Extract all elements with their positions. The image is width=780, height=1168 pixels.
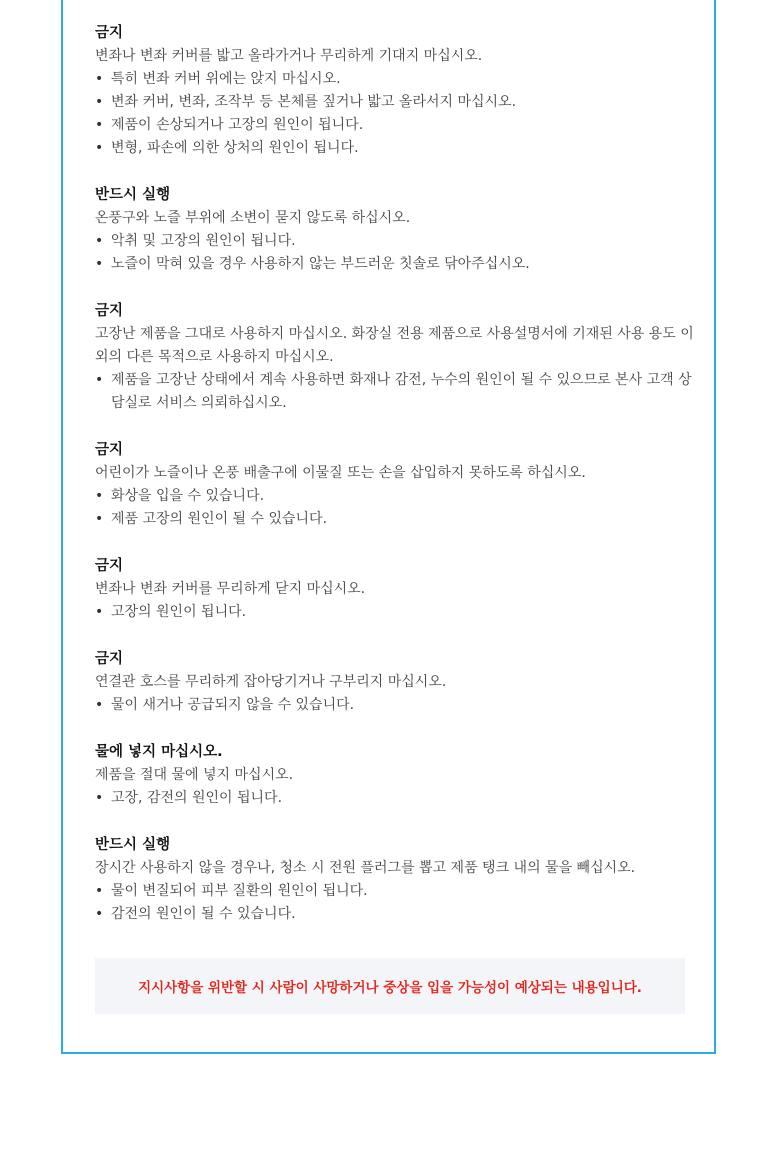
bullet-list xyxy=(95,485,695,531)
section-heading: 금지 xyxy=(95,303,124,319)
list-item: • 물이 새거나 공급되지 않을 수 있습니다. xyxy=(95,694,695,717)
section-description: 고장난 제품을 그대로 사용하지 마십시오. 화장실 전용 제품으로 사용설명서에 기재된 사용 용도 이외의 다른 목적으로 사용하지 마십시오. xyxy=(95,326,694,365)
warning-notice-box xyxy=(95,958,685,1014)
section-heading: 물에 넣지 마십시오. xyxy=(95,744,223,760)
section-heading: 금지 xyxy=(95,442,124,458)
section-heading: 반드시 실행 xyxy=(95,187,171,203)
section-prohibit-hose-pulling xyxy=(95,648,695,717)
list-item: • 화상을 입을 수 있습니다. xyxy=(95,485,695,508)
list-item: • 제품 고장의 원인이 될 수 있습니다. xyxy=(95,508,695,531)
list-item: • 특히 변좌 커버 위에는 앉지 마십시오. xyxy=(95,68,695,91)
section-prohibit-children-insertion xyxy=(95,439,695,531)
section-heading: 금지 xyxy=(95,25,124,41)
section-description: 온풍구와 노즐 부위에 소변이 묻지 않도록 하십시오. xyxy=(95,210,411,226)
list-item: • 고장, 감전의 원인이 됩니다. xyxy=(95,787,695,810)
warning-notice-text: 지시사항을 위반할 시 사람이 사망하거나 중상을 입을 가능성이 예상되는 내용입니다. xyxy=(138,980,642,996)
section-heading: 반드시 실행 xyxy=(95,837,171,853)
bullet-list xyxy=(95,230,695,276)
list-item: • 제품이 손상되거나 고장의 원인이 됩니다. xyxy=(95,114,695,137)
section-description: 어린이가 노즐이나 온풍 배출구에 이물질 또는 손을 삽입하지 못하도록 하십시오. xyxy=(95,465,586,481)
list-item: • 악취 및 고장의 원인이 됩니다. xyxy=(95,230,695,253)
safety-instructions xyxy=(95,22,695,950)
section-prohibit-stepping xyxy=(95,22,695,160)
bullet-list xyxy=(95,787,695,810)
list-item: • 변형, 파손에 의한 상처의 원인이 됩니다. xyxy=(95,137,695,160)
list-item: • 고장의 원인이 됩니다. xyxy=(95,601,695,624)
section-description: 장시간 사용하지 않을 경우나, 청소 시 전원 플러그를 뽑고 제품 탱크 내의 물을 빼십시오. xyxy=(95,860,636,876)
list-item: • 변좌 커버, 변좌, 조작부 등 본체를 짚거나 밟고 올라서지 마십시오. xyxy=(95,91,695,114)
section-must-unplug-and-drain xyxy=(95,834,695,926)
section-must-keep-nozzle-clean xyxy=(95,184,695,276)
section-description: 제품을 절대 물에 넣지 마십시오. xyxy=(95,767,294,783)
section-description: 연결관 호스를 무리하게 잡아당기거나 구부리지 마십시오. xyxy=(95,674,447,690)
section-heading: 금지 xyxy=(95,558,124,574)
section-description: 변좌나 변좌 커버를 밟고 올라가거나 무리하게 기대지 마십시오. xyxy=(95,48,483,64)
list-item: • 제품을 고장난 상태에서 계속 사용하면 화재나 감전, 누수의 원인이 될 수 있으므로 본사 고객 상담실로 서비스 의뢰하십시오. xyxy=(95,369,695,415)
section-prohibit-broken-use xyxy=(95,300,695,415)
bullet-list xyxy=(95,694,695,717)
section-no-water-immersion xyxy=(95,741,695,810)
list-item: • 물이 변질되어 피부 질환의 원인이 됩니다. xyxy=(95,880,695,903)
bullet-list xyxy=(95,880,695,926)
list-item: • 노즐이 막혀 있을 경우 사용하지 않는 부드러운 칫솔로 닦아주십시오. xyxy=(95,253,695,276)
bullet-list xyxy=(95,601,695,624)
section-heading: 금지 xyxy=(95,651,124,667)
section-description: 변좌나 변좌 커버를 무리하게 닫지 마십시오. xyxy=(95,581,366,597)
list-item: • 감전의 원인이 될 수 있습니다. xyxy=(95,903,695,926)
section-prohibit-forced-closing xyxy=(95,555,695,624)
bullet-list xyxy=(95,369,695,415)
bullet-list xyxy=(95,68,695,160)
